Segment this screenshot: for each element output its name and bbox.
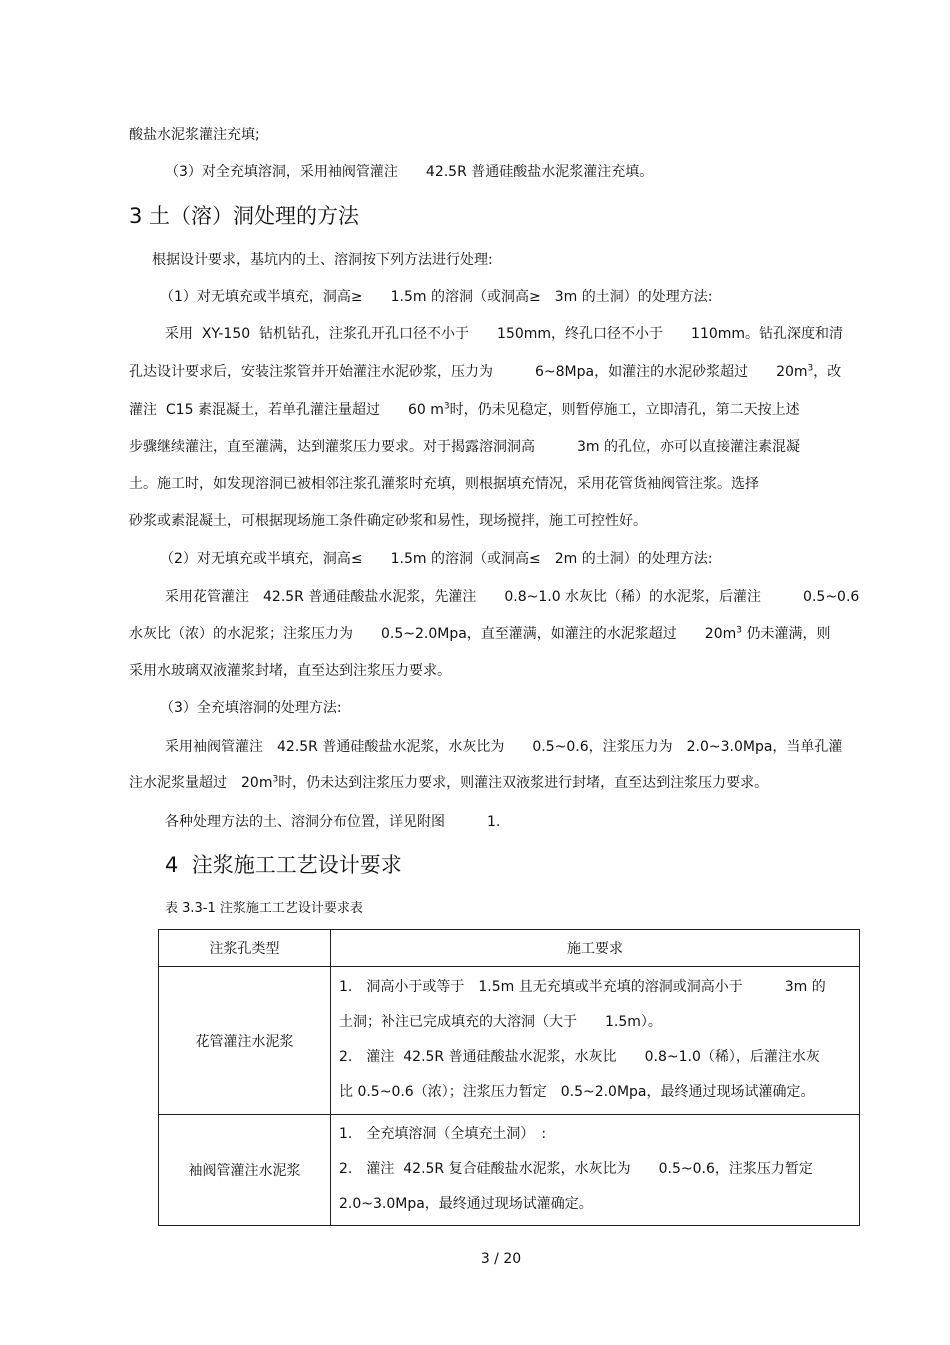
text-line: 采用水玻璃双液灌浆封堵，直至达到注浆压力要求。 <box>129 663 451 679</box>
text-line: （3）全充填溶洞的处理方法: <box>160 700 342 716</box>
table-header-row <box>159 930 860 967</box>
text-line: 步骤继续灌注，直至灌满，达到灌浆压力要求。对于揭露溶洞洞高 3m 的孔位，亦可以直接灌注素混凝 <box>129 439 800 455</box>
text-line: 采用 XY-150 钻机钻孔，注浆孔开孔口径不小于 150mm，终孔口径不小于 110mm。钻孔深度和清 <box>165 326 844 342</box>
text-line: 土。施工时，如发现溶洞已被相邻注浆孔灌浆时充填，则根据填充情况，采用花管货袖阀管注浆。选择 <box>129 476 759 492</box>
requirement-line: 土洞；补注已完成填充的大溶洞（大于 1.5m）。 <box>339 1013 662 1030</box>
requirement-line: 1. 洞高小于或等于 1.5m 且无充填或半充填的溶洞或洞高小于 3m 的 <box>339 978 826 995</box>
text-line <box>129 362 841 382</box>
requirement-line: 2. 灌注 42.5R 复合硅酸盐水泥浆，水灰比为 0.5~0.6，注浆压力暂定 <box>339 1160 813 1177</box>
header-cell: 施工要求 <box>331 930 860 967</box>
page-number: 3 / 20 <box>480 1251 522 1267</box>
requirements-table <box>158 929 860 1226</box>
header-cell: 注浆孔类型 <box>159 930 331 967</box>
superscript: 3 <box>807 363 814 374</box>
text-line <box>129 624 830 644</box>
text-span: 灌注 C15 素混凝土，若单孔灌注量超过 60 m <box>129 402 444 418</box>
text-span: 仍未灌满，则 <box>742 626 831 642</box>
table-row <box>159 1115 860 1226</box>
hole-type-cell: 花管灌注水泥浆 <box>159 967 331 1115</box>
text-line: （1）对无填充或半填充，洞高≥ 1.5m 的溶洞（或洞高≥ 3m 的土洞）的处理方法: <box>160 289 713 305</box>
superscript: 3 <box>443 401 450 412</box>
requirement-line: 比 0.5~0.6（浓）；注浆压力暂定 0.5~2.0Mpa，最终通过现场试灌确定。 <box>339 1083 815 1100</box>
text-span: ，改 <box>813 364 842 380</box>
text-line: 采用花管灌注 42.5R 普通硅酸盐水泥浆，先灌注 0.8~1.0 水灰比（稀）的水泥浆，后灌注 0.5~0.6 <box>165 589 860 605</box>
text-line: （3）对全充填溶洞，采用袖阀管灌注 42.5R 普通硅酸盐水泥浆灌注充填。 <box>165 164 654 180</box>
text-span: 水灰比（浓）的水泥浆；注浆压力为 0.5~2.0Mpa，直至灌满，如灌注的水泥浆超过 20m <box>129 626 737 642</box>
text-line: 酸盐水泥浆灌注充填; <box>129 127 260 143</box>
table-caption: 表 3.3-1 注浆施工工艺设计要求表 <box>165 901 363 916</box>
text-span: 时，仍未达到注浆压力要求，则灌注双液浆进行封堵，直至达到注浆压力要求。 <box>278 775 769 791</box>
text-line: 砂浆或素混凝土，可根据现场施工条件确定砂浆和易性，现场搅拌，施工可控性好。 <box>129 513 647 529</box>
text-line: （2）对无填充或半填充，洞高≤ 1.5m 的溶洞（或洞高≤ 2m 的土洞）的处理方法: <box>160 551 713 567</box>
requirement-cell <box>331 967 860 1115</box>
text-line: 根据设计要求，基坑内的土、溶洞按下列方法进行处理: <box>152 252 493 268</box>
text-line: 各种处理方法的土、溶洞分布位置，详见附图 1. <box>165 814 501 830</box>
requirement-line: 2.0~3.0Mpa，最终通过现场试灌确定。 <box>339 1195 593 1212</box>
section-heading-4: 4 注浆施工工艺设计要求 <box>165 853 402 877</box>
text-line: 采用袖阀管灌注 42.5R 普通硅酸盐水泥浆，水灰比为 0.5~0.6，注浆压力为 2.0~3.0Mpa，当单孔灌 <box>165 739 843 755</box>
superscript: 3 <box>272 774 279 785</box>
superscript: 3 <box>736 625 742 636</box>
requirement-cell <box>331 1115 860 1226</box>
section-heading-3: 3 土（溶）洞处理的方法 <box>129 204 360 228</box>
table-row <box>159 967 860 1115</box>
requirement-line: 2. 灌注 42.5R 普通硅酸盐水泥浆，水灰比 0.8~1.0（稀），后灌注水灰 <box>339 1048 820 1065</box>
text-span: 孔达设计要求后，安装注浆管并开始灌注水泥砂浆，压力为 6~8Mpa，如灌注的水泥砂浆超过 20m <box>129 364 808 380</box>
text-line <box>129 773 768 793</box>
hole-type-cell: 袖阀管灌注水泥浆 <box>159 1115 331 1226</box>
text-line <box>129 400 800 420</box>
requirement-line: 1. 全充填溶洞（全填充土洞） : <box>339 1125 547 1142</box>
text-span: 注水泥浆量超过 20m <box>129 775 273 791</box>
text-span: 时，仍未见稳定，则暂停施工，立即清孔，第二天按上述 <box>449 402 800 418</box>
